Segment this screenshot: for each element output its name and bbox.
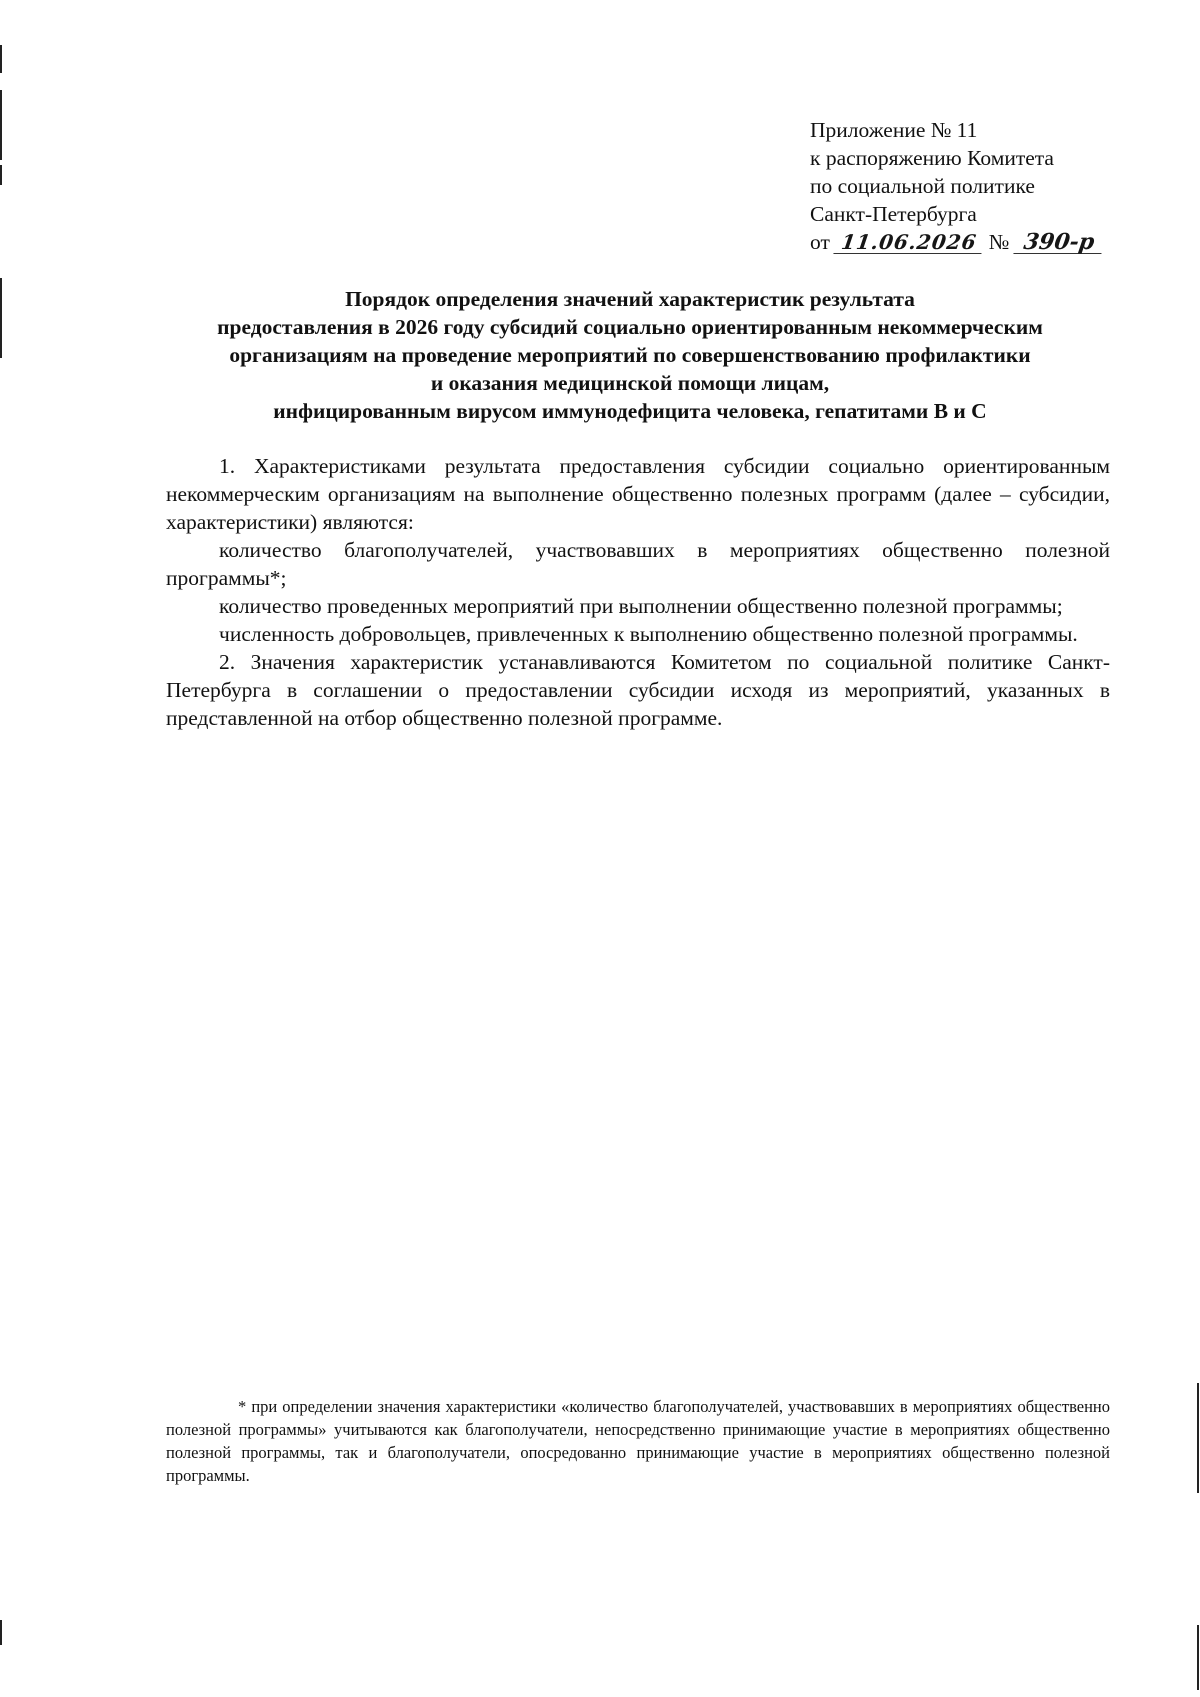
title-line: Порядок определения значений характеристик результата	[345, 287, 915, 311]
paragraph-volunteers: численность добровольцев, привлеченных к выполнению общественно полезной программы.	[219, 622, 1078, 646]
appendix-line: по социальной политике	[810, 174, 1035, 198]
scan-edge-mark	[0, 165, 2, 185]
date-prefix: от	[810, 230, 830, 254]
scan-edge-mark	[1197, 1625, 1199, 1690]
title-line: предоставления в 2026 году субсидий социально ориентированным некоммерческим	[217, 315, 1043, 339]
paragraph-events: количество проведенных мероприятий при выполнении общественно полезной программы;	[219, 594, 1063, 618]
appendix-line: к распоряжению Комитета	[810, 146, 1054, 170]
title-line: организациям на проведение мероприятий по совершенствованию профилактики	[229, 343, 1031, 367]
document-body	[166, 452, 1110, 732]
scan-edge-mark	[0, 90, 2, 160]
appendix-header	[810, 116, 1103, 256]
paragraph-item-2: 2. Значения характеристик устанавливаются Комитетом по социальной политике Санкт-Петербурга в соглашении о предоставлении субсидии исходя из мероприятий, указанных в представленной на отбор общественно полезной программе.	[166, 650, 1110, 730]
paragraph-beneficiaries: количество благополучателей, участвовавших в мероприятиях общественно полезной программы*;	[166, 538, 1110, 590]
scan-edge-mark	[1197, 1383, 1199, 1493]
title-line: и оказания медицинской помощи лицам,	[430, 371, 830, 395]
appendix-line: Санкт-Петербурга	[810, 202, 977, 226]
appendix-date-line	[810, 228, 1103, 256]
scan-edge-mark	[0, 45, 2, 73]
paragraph-item-1: 1. Характеристиками результата предоставления субсидии социально ориентированным некоммерческим организациям на выполнение общественно полезных программ (далее – субсидии, характеристики) являются:	[166, 454, 1110, 534]
scan-edge-mark	[0, 1620, 2, 1645]
number-prefix: №	[988, 230, 1010, 254]
title-line: инфицированным вирусом иммунодефицита человека, гепатитами В и С	[273, 399, 987, 423]
handwritten-number: 390-р	[1013, 231, 1104, 254]
document-title	[150, 285, 1110, 425]
scan-edge-mark	[0, 278, 2, 358]
appendix-line: Приложение № 11	[810, 118, 978, 142]
footnote: * при определении значения характеристики «количество благополучателей, участвовавших в мероприятиях общественно полезной программы» учитываются как благополучатели, непосредственно принимающие участие в мероприятиях общественно полезной программы, так и благополучатели, опосредованно принимающие участие в мероприятиях общественно полезной программы.	[166, 1397, 1110, 1485]
handwritten-date: 11.06.2026	[834, 231, 985, 254]
